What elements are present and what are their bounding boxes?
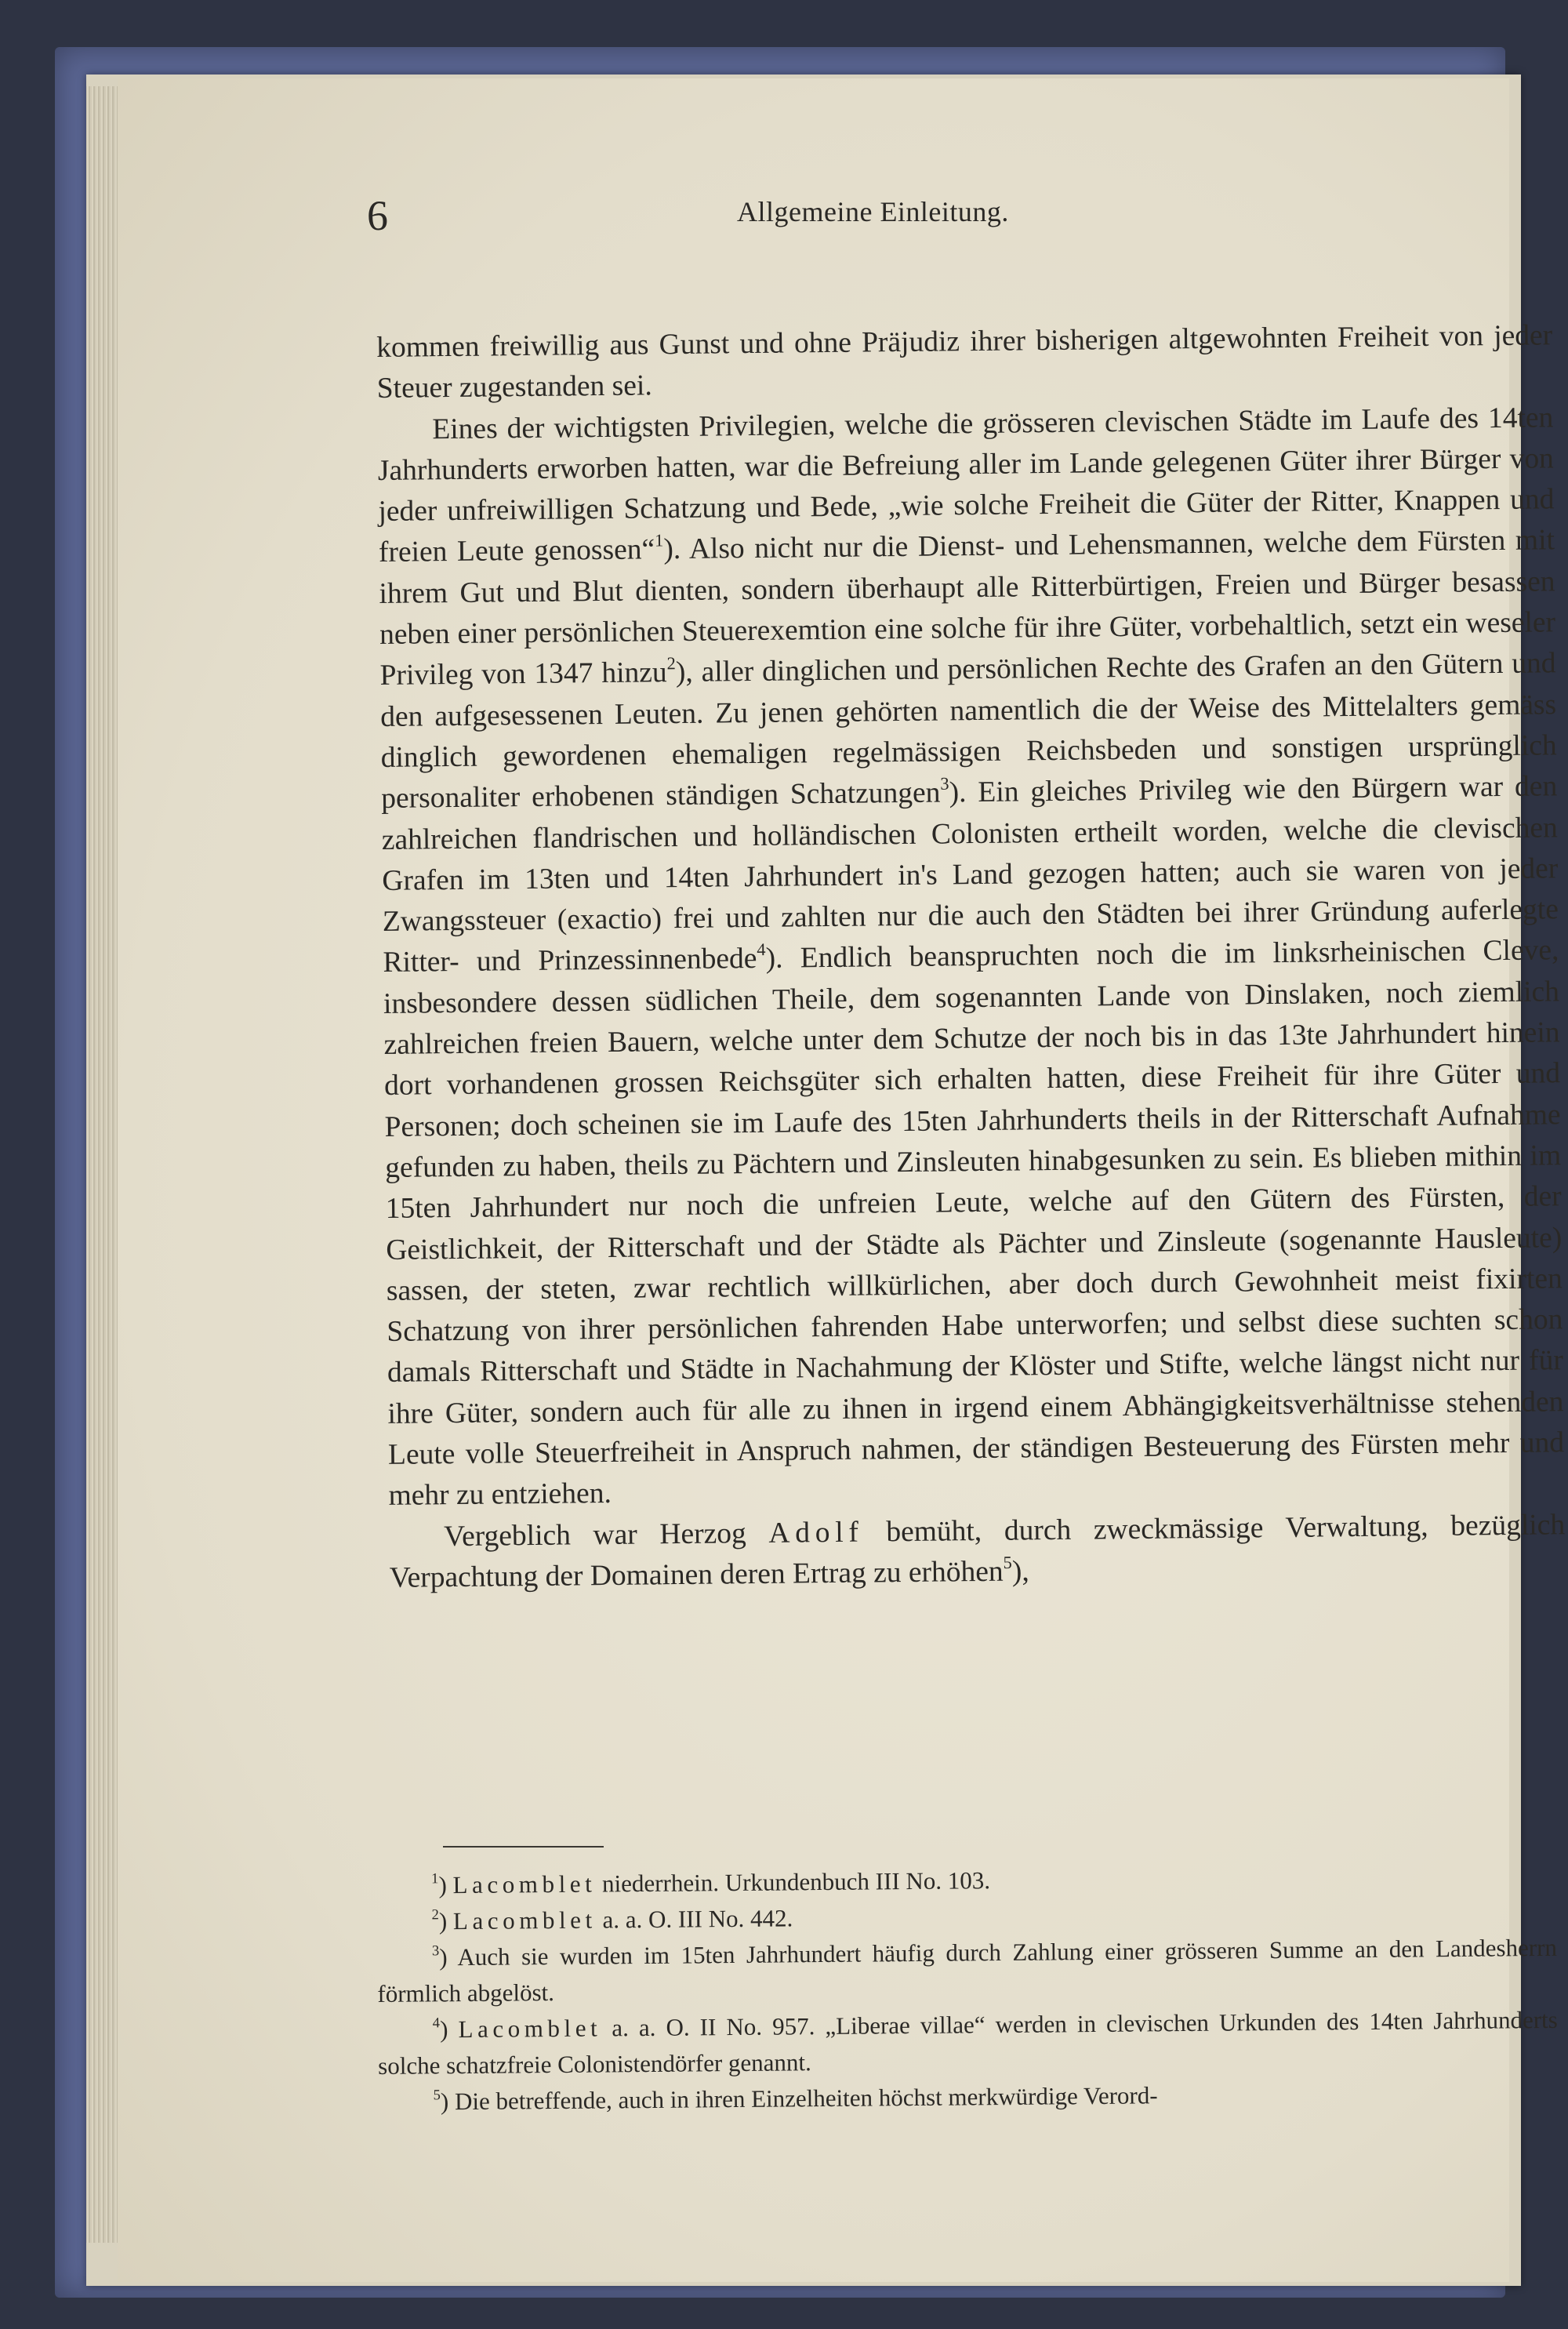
text-segment: Eines der wichtigsten Privilegien, welche die grösseren clevischen Städte im Laufe des 14ten Jahrhunderts erworben hatten, war die Befreiung aller im Lande gelegenen Güter ihrer Bürger von jeder unfreiwilligen Schatzung und Bede, „wie solche Freiheit die Güter der Ritter, Knappen und freien Leute genossen“ xyxy=(377,401,1555,569)
text-segment: ), aller dinglichen und persönlichen Rechte des Grafen an den Gütern und den aufgesessenen Leuten. Zu jenen gehörten namentlich die der Weise des Mittelalters gemäss dinglich gewordenen ehemaligen regelmässigen Reichsbeden und sonstigen ursprünglich personaliter erhobenen ständigen Schatzungen xyxy=(379,647,1557,816)
footnote-text: a. a. O. II No. 957. „Liberae villae“ werden in clevischen Urkunden des 14ten Jahrhunderts solche schatzfreie Colonistendörfer genannt. xyxy=(378,2005,1558,2080)
footnote-3: $^3$) Auch sie wurden im 15ten Jahrhundert häufig durch Zahlung einer grösseren Summe an den Landesherrn förmlich abgelöst. xyxy=(377,1933,1558,2007)
text-segment: bemüht, durch zweckmässige Verwaltung, bezüglich Verpachtung der Domainen deren Ertrag zu erhöhen xyxy=(389,1508,1566,1594)
footnote-mark: 2 xyxy=(431,1906,439,1924)
footnote-ref-4[interactable]: 4 xyxy=(757,939,766,960)
running-title: Allgemeine Einleitung. xyxy=(737,196,1009,227)
footnote-mark: 1 xyxy=(431,1870,439,1888)
author-name: Lacomblet xyxy=(458,2014,602,2044)
page-edges xyxy=(86,86,118,2243)
page-header xyxy=(118,188,1509,243)
person-name: Adolf xyxy=(768,1516,864,1550)
paragraph-privileges xyxy=(377,398,1565,1517)
author-name: Lacomblet xyxy=(452,1869,597,1899)
footnote-rule xyxy=(443,1846,604,1848)
footnote-ref-1[interactable]: 1 xyxy=(654,530,664,551)
paragraph-continuation: kommen freiwillig aus Gunst und ohne Präjudiz ihrer bisherigen altgewohnten Freiheit von jeder Steuer zugestanden sei. xyxy=(376,319,1553,405)
footnote-mark: 4 xyxy=(432,2015,441,2032)
footnote-ref-2[interactable]: 2 xyxy=(666,653,676,674)
footnote-mark: 3 xyxy=(431,1942,440,1960)
footnote-2: $^2$) Lacomblet a. a. O. III No. 442. xyxy=(431,1904,793,1935)
footnote-text: a. a. O. III No. 442. xyxy=(596,1904,793,1934)
footnote-4: $^4$) Lacomblet a. a. O. II No. 957. „Liberae villae“ werden in clevischen Urkunden des 14ten Jahrhunderts solche schatzfreie Colonistendörfer genannt. xyxy=(378,2005,1558,2080)
footnote-ref-5[interactable]: 5 xyxy=(1003,1552,1012,1572)
footnotes xyxy=(376,1858,1559,2120)
book-page xyxy=(118,78,1566,2282)
footnote-mark: 5 xyxy=(433,2087,441,2104)
footnote-text: Die betreffende, auch in ihren Einzelheiten höchst merkwürdige Verord- xyxy=(448,2081,1158,2116)
footnote-5: $^5$) Die betreffende, auch in ihren Einzelheiten höchst merkwürdige Verord- xyxy=(433,2081,1158,2116)
footnote-text: Auch sie wurden im 15ten Jahrhundert häufig durch Zahlung einer grösseren Summe an den Landesherrn förmlich abgelöst. xyxy=(377,1933,1558,2007)
text-segment: ). Endlich beanspruchten noch die im linksrheinischen Cleve, insbesondere dessen südlichen Theile, dem sogenannten Lande von Dinslaken, noch ziemlich zahlreichen freien Bauern, welche unter dem Schutze der noch bis in das 13te Jahrhundert hinein dort vorhandenen grossen Reichsgüter sich erhalten hatten, diese Freiheit für ihre Güter und Personen; doch scheinen sie im Laufe des 15ten Jahrhunderts theils in der Ritterschaft Aufnahme gefunden zu haben, theils zu Pächtern und Zinsleuten hinabgesunken zu sein. Es blieben mithin im 15ten Jahrhundert nur noch die unfreien Leute, welche auf den Gütern des Fürsten, der Geistlichkeit, der Ritterschaft und der Städte als Pächter und Zinsleute (sogenannte Hausleute) sassen, der steten, zwar rechtlich willkürlichen, aber doch durch Gewohnheit meist fixirten Schatzung von ihrer persönlichen fahrenden Habe unterworfen; und selbst diese suchten schon damals Ritterschaft und Städte in Nachahmung der Klöster und Stifte, welche längst nicht nur für ihre Güter, sondern auch für alle zu ihnen in irgend einem Abhängigkeitsverhältnisse stehenden Leute volle Steuerfreiheit in Anspruch nahmen, der ständigen Besteuerung des Fürsten mehr und mehr zu entziehen. xyxy=(383,934,1565,1513)
footnote-ref-3[interactable]: 3 xyxy=(940,773,949,794)
footnote-text: niederrhein. Urkundenbuch III No. 103. xyxy=(596,1866,991,1898)
footnote-1: $^1$) Lacomblet niederrhein. Urkundenbuch III No. 103. xyxy=(431,1866,991,1899)
paragraph-adolf xyxy=(389,1505,1566,1599)
text-segment: Vergeblich war Herzog xyxy=(443,1517,769,1553)
main-text xyxy=(376,315,1566,1599)
text-segment: ). Ein gleiches Privileg wie den Bürgern war den zahlreichen flandrischen und holländischen Colonisten ertheilt worden, welche die clevischen Grafen im 13ten und 14ten Jahrhundert in's Land gezogen hatten; auch sie waren von jeder Zwangssteuer (exactio) frei und zahlten nur die auch den Städten bei ihrer Gründung auferlegte Ritter- und Prinzessinnenbede xyxy=(381,770,1559,979)
text-segment: ), xyxy=(1011,1555,1029,1588)
text-segment: ). Also nicht nur die Dienst- und Lehensmannen, welche dem Fürsten mit ihrem Gut und Blut dienten, sondern überhaupt alle Ritterbürtigen, Freien und Bürger besassen neben einer persönlichen Steuerexemtion eine solche für ihre Güter, vorbehaltlich, setzt ein weseler Privileg von 1347 hinzu xyxy=(379,524,1556,692)
page-number: 6 xyxy=(367,192,388,239)
author-name: Lacomblet xyxy=(452,1906,597,1935)
